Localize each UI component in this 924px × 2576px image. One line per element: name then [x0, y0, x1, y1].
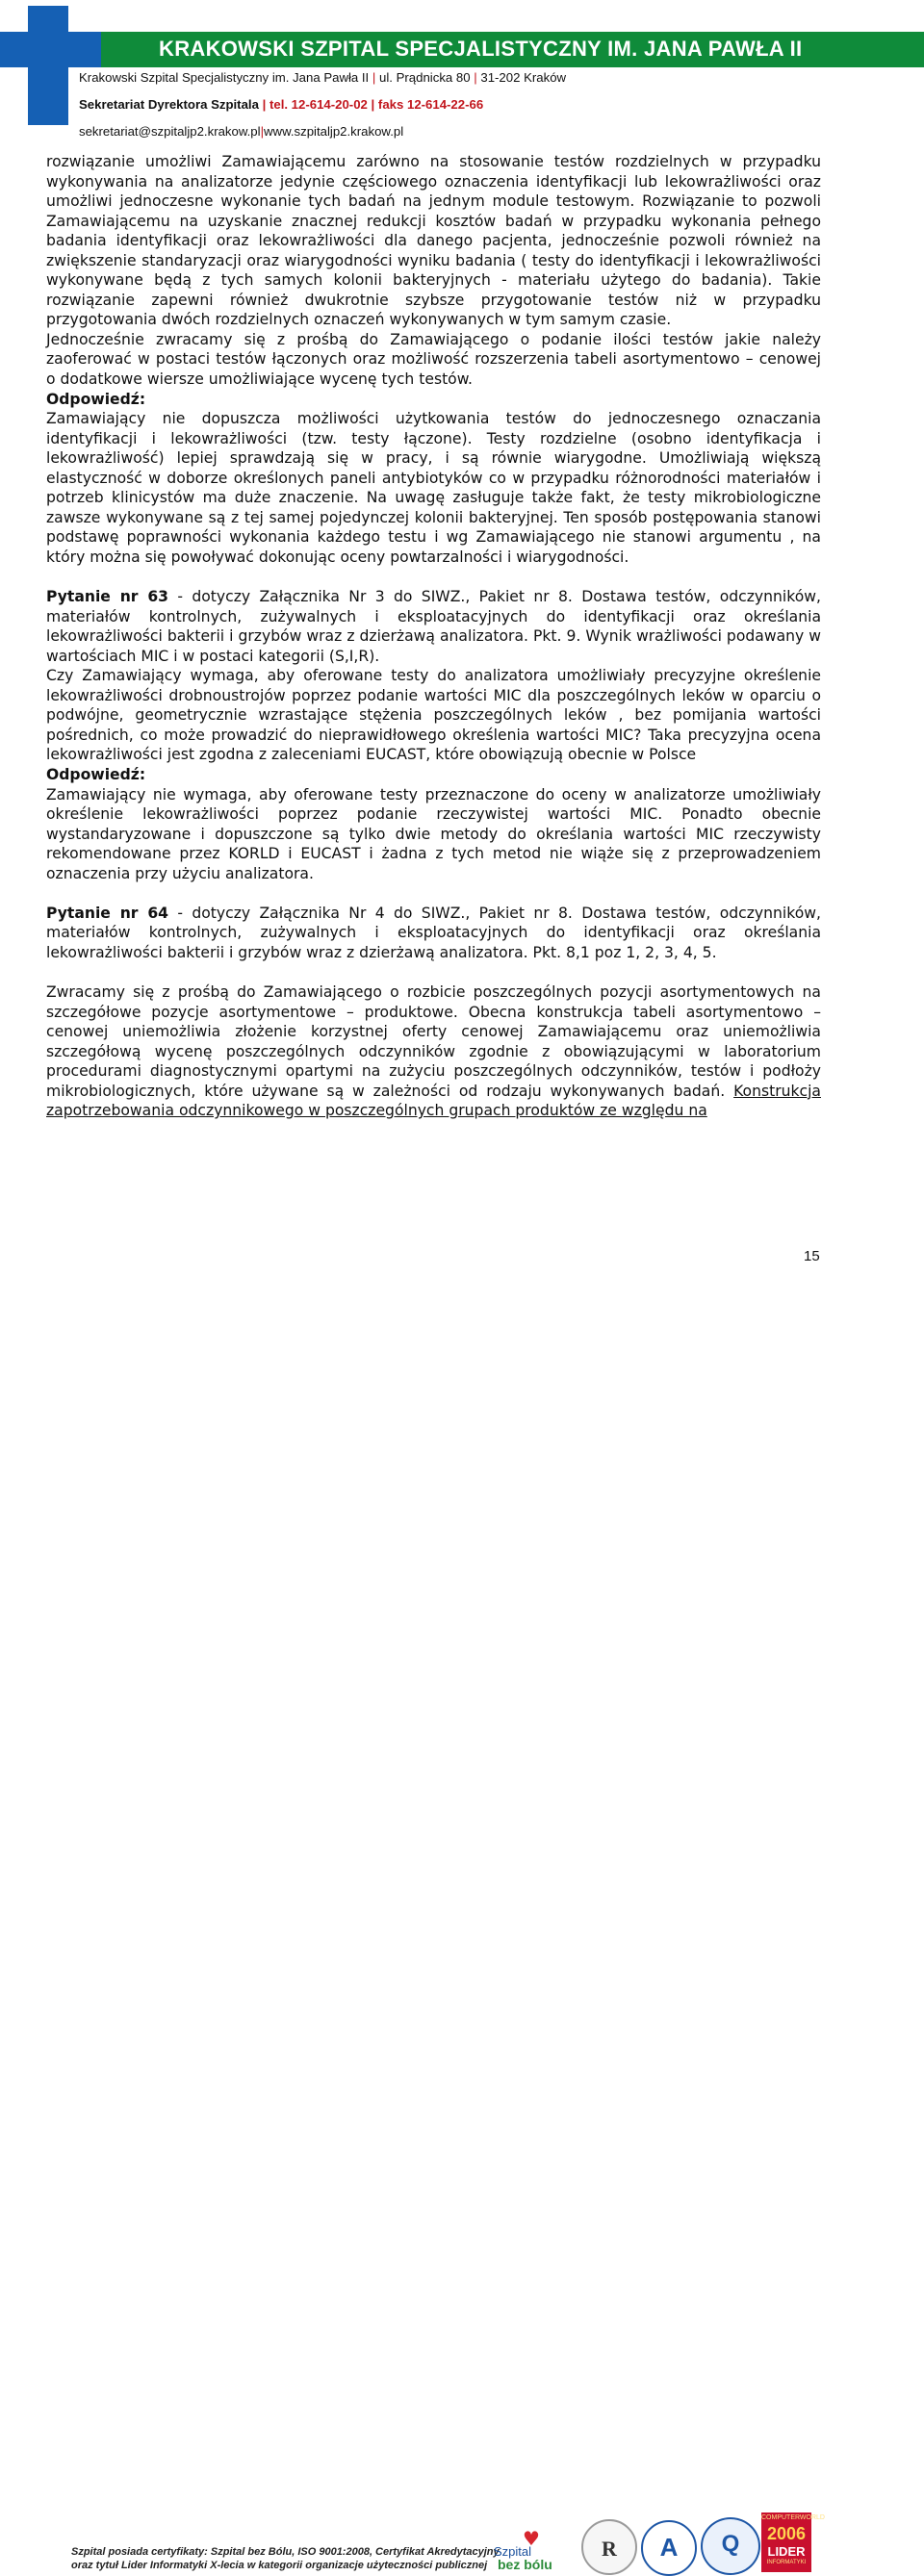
- question-64: [46, 904, 821, 963]
- answer-paragraph: Zamawiający nie wymaga, aby oferowane testy przeznaczone do oceny w analizatorze umożliwiały określenie lekowrażliwości poprzez podanie rzeczywistej wartości MIC. Ponadto obecnie wystandaryzowane i dopuszczone są tylko dwie metody do określania wartości MIC rzeczywisty rekomendowane przez KORLD i EUCAST i żadna z tych metod nie wiąże się z przeprowadzeniem oznaczenia przy użyciu analizatora.: [46, 785, 821, 882]
- answer-paragraph: Zamawiający nie dopuszcza możliwości użytkowania testów do jednoczesnego oznaczania identyfikacji i lekowrażliwości (tzw. testy łączone). Testy rozdzielne (osobno identyfikacja i lekowrażliwość) lepiej sprawdzają się w pracy, i są równie wiarygodne. Umożliwiają większą elastyczność w doborze określonych paneli antybiotyków co w przypadku różnorodności materiałów i potrzeb klinicystów ma duże znaczenie. Na uwagę zasługuje także fakt, że testy mikrobiologiczne zawsze wykonywane są z tej samej pojedynczej kolonii bakteryjnej. Ten sposób postępowania stanowi podstawę poprawności wykonania każdego testu i wg Zamawiającego nie stanowi argumentu , na który można się powoływać dokonując oceny powtarzalności i wiarygodności.: [46, 410, 821, 566]
- fax-number: faks 12-614-22-66: [377, 97, 484, 112]
- seal-letter: R: [602, 2537, 617, 2561]
- badge-text: LIDER: [767, 2544, 806, 2559]
- paragraph: rozwiązanie umożliwi Zamawiającemu zarówno na stosowanie testów rozdzielnych w przypadku wykonywania na analizatorze jedynie częściowego oznaczenia identyfikacji lub lekowrażliwości oraz umożliwi jednoczesne wykonanie tych badań na jednym module testowym. Rozwiązanie to pozwoli Zamawiającemu na uzyskanie znacznej redukcji kosztów badań w przypadku wykonania pełnego badania identyfikacji oraz lekowrażliwości dla danego pacjenta, jednocześnie pozwoli również na zwiększenie standaryzacji oraz wiarygodności wyniku badania ( testy do identyfikacji i lekowrażliwości wykonywane będą z tych samych kolonii bakteryjnych - materiału użytego do badania). Takie rozwiązanie zapewni również dwukrotnie szybsze przygotowanie testów niż w przypadku przygotowania dwóch rozdzielnych oznaczeń wykonywanych w tym samym czasie.: [46, 153, 821, 329]
- address-line: [79, 70, 566, 85]
- phone-number: tel. 12-614-20-02: [269, 97, 368, 112]
- street-address: ul. Prądnicka 80: [379, 70, 471, 85]
- answer-label: Odpowiedź:: [46, 390, 146, 408]
- question-label: Pytanie nr 63: [46, 588, 169, 606]
- seal-letter: A: [659, 2533, 679, 2562]
- hospital-full-name: Krakowski Szpital Specjalistyczny im. Jana Pawła II: [79, 70, 370, 85]
- accreditation-seal-icon: [641, 2520, 697, 2576]
- medical-cross-bar: [0, 32, 101, 67]
- separator: |: [260, 124, 265, 139]
- question-label: Pytanie nr 64: [46, 904, 169, 922]
- heart-icon: ♥: [523, 2527, 540, 2550]
- question-text: - dotyczy Załącznika Nr 4 do SIWZ., Pakiet nr 8. Dostawa testów, odczynników, materiałów kontrolnych, zużywalnych i eksploatacyjnych do identyfikacji oraz określania lekowrażliwości bakterii i grzybów wraz z dzierżawą analizatora. Pkt. 8,1 poz 1, 2, 3, 4, 5.: [46, 904, 821, 961]
- hospital-name: KRAKOWSKI SZPITAL SPECJALISTYCZNY IM. JANA PAWŁA II: [159, 37, 803, 61]
- page-number: 15: [804, 1248, 820, 1264]
- paragraph: [46, 982, 821, 1121]
- certificate-seal-icon: [581, 2519, 637, 2575]
- email-link[interactable]: sekretariat@szpitaljp2.krakow.pl: [79, 124, 261, 139]
- szpital-bez-bolu-logo: [494, 2525, 571, 2571]
- separator: |: [474, 70, 477, 85]
- spacer: [46, 567, 821, 587]
- answer-label: Odpowiedź:: [46, 765, 146, 783]
- separator: |: [372, 70, 376, 85]
- web-line: [79, 124, 403, 139]
- badge-year: 2006: [766, 2524, 807, 2543]
- quality-seal-icon: [701, 2517, 760, 2575]
- letterhead: [0, 0, 924, 144]
- badge-text: COMPUTERWORLD: [761, 2514, 825, 2521]
- contact-line: [79, 97, 483, 112]
- website-link[interactable]: www.szpitaljp2.krakow.pl: [264, 124, 404, 139]
- spacer: [46, 883, 821, 904]
- question-63: [46, 587, 821, 666]
- certificates-line: Szpital posiada certyfikaty: Szpital bez Bólu, ISO 9001:2008, Certyfikat Akredytacyjny: [71, 2546, 500, 2558]
- separator: |: [262, 97, 267, 112]
- office-name: Sekretariat Dyrektora Szpitala: [79, 97, 259, 112]
- city-address: 31-202 Kraków: [480, 70, 567, 85]
- footer: [0, 1257, 924, 2572]
- paragraph: Jednocześnie zwracamy się z prośbą do Zamawiającego o podanie ilości testów jakie należy zaoferować w postaci testów łączonych oraz możliwość rozszerzenia tabeli asortymentowo – cenowej o dodatkowe wiersze umożliwiające wycenę tych testów.: [46, 330, 821, 389]
- logo-text: bez bólu: [498, 2557, 552, 2572]
- badge-text: INFORMATYKI: [766, 2560, 807, 2565]
- question-text: - dotyczy Załącznika Nr 3 do SIWZ., Pakiet nr 8. Dostawa testów, odczynników, materiałów kontrolnych, zużywalnych i eksploatacyjnych do identyfikacji oraz określania lekowrażliwości bakterii i grzybów wraz z dzierżawą analizatora. Pkt. 9. Wynik wrażliwości podawany w wartościach MIC i w postaci kategorii (S,I,R).: [46, 588, 821, 665]
- logo-text: Szpital: [494, 2544, 532, 2559]
- paragraph: Czy Zamawiający wymaga, aby oferowane testy do analizatora umożliwiały precyzyjne określenie lekowrażliwości drobnoustrojów poprzez podanie wartości MIC dla poszczególnych leków w oparciu o podwójne, geometrycznie wzrastające stężenia poszczególnych leków , bez pomijania wartości pośrednich, co może prowadzić do nieprawidłowego określenia wartości MIC? Taka precyzyjna ocena lekowrażliwości jest zgodna z zaleceniami EUCAST, które obowiązują obecnie w Polsce: [46, 667, 821, 764]
- spacer: [46, 962, 821, 982]
- underlined-text: Konstrukcja zapotrzebowania odczynnikowego w poszczególnych grupach produktów ze względu na: [46, 1082, 821, 1120]
- document-body: [46, 152, 821, 1121]
- separator: |: [371, 97, 375, 112]
- paragraph-text: Zwracamy się z prośbą do Zamawiającego o rozbicie poszczególnych pozycji asortymentowych na szczegółowe pozycje asortymentowe – produktowe. Obecna konstrukcja tabeli asortymentowo – cenowej uniemożliwia złożenie korzystnej oferty cenowej Zamawiającemu oraz uniemożliwia szczegółową wycenę poszczególnych odczynników zgodnie z obowiązującymi w laboratorium procedurami diagnostycznymi opartymi na zużyciu poszczególnych odczynników, testów i podłoży mikrobiologicznych, które używane są w zależności od rodzaju wykonywanych badań.: [46, 982, 821, 1100]
- lider-award-badge: [761, 2512, 825, 2572]
- seal-letter: Q: [721, 2531, 740, 2557]
- award-line: oraz tytuł Lider Informatyki X-lecia w kategorii organizacje użyteczności publicznej: [71, 2560, 488, 2571]
